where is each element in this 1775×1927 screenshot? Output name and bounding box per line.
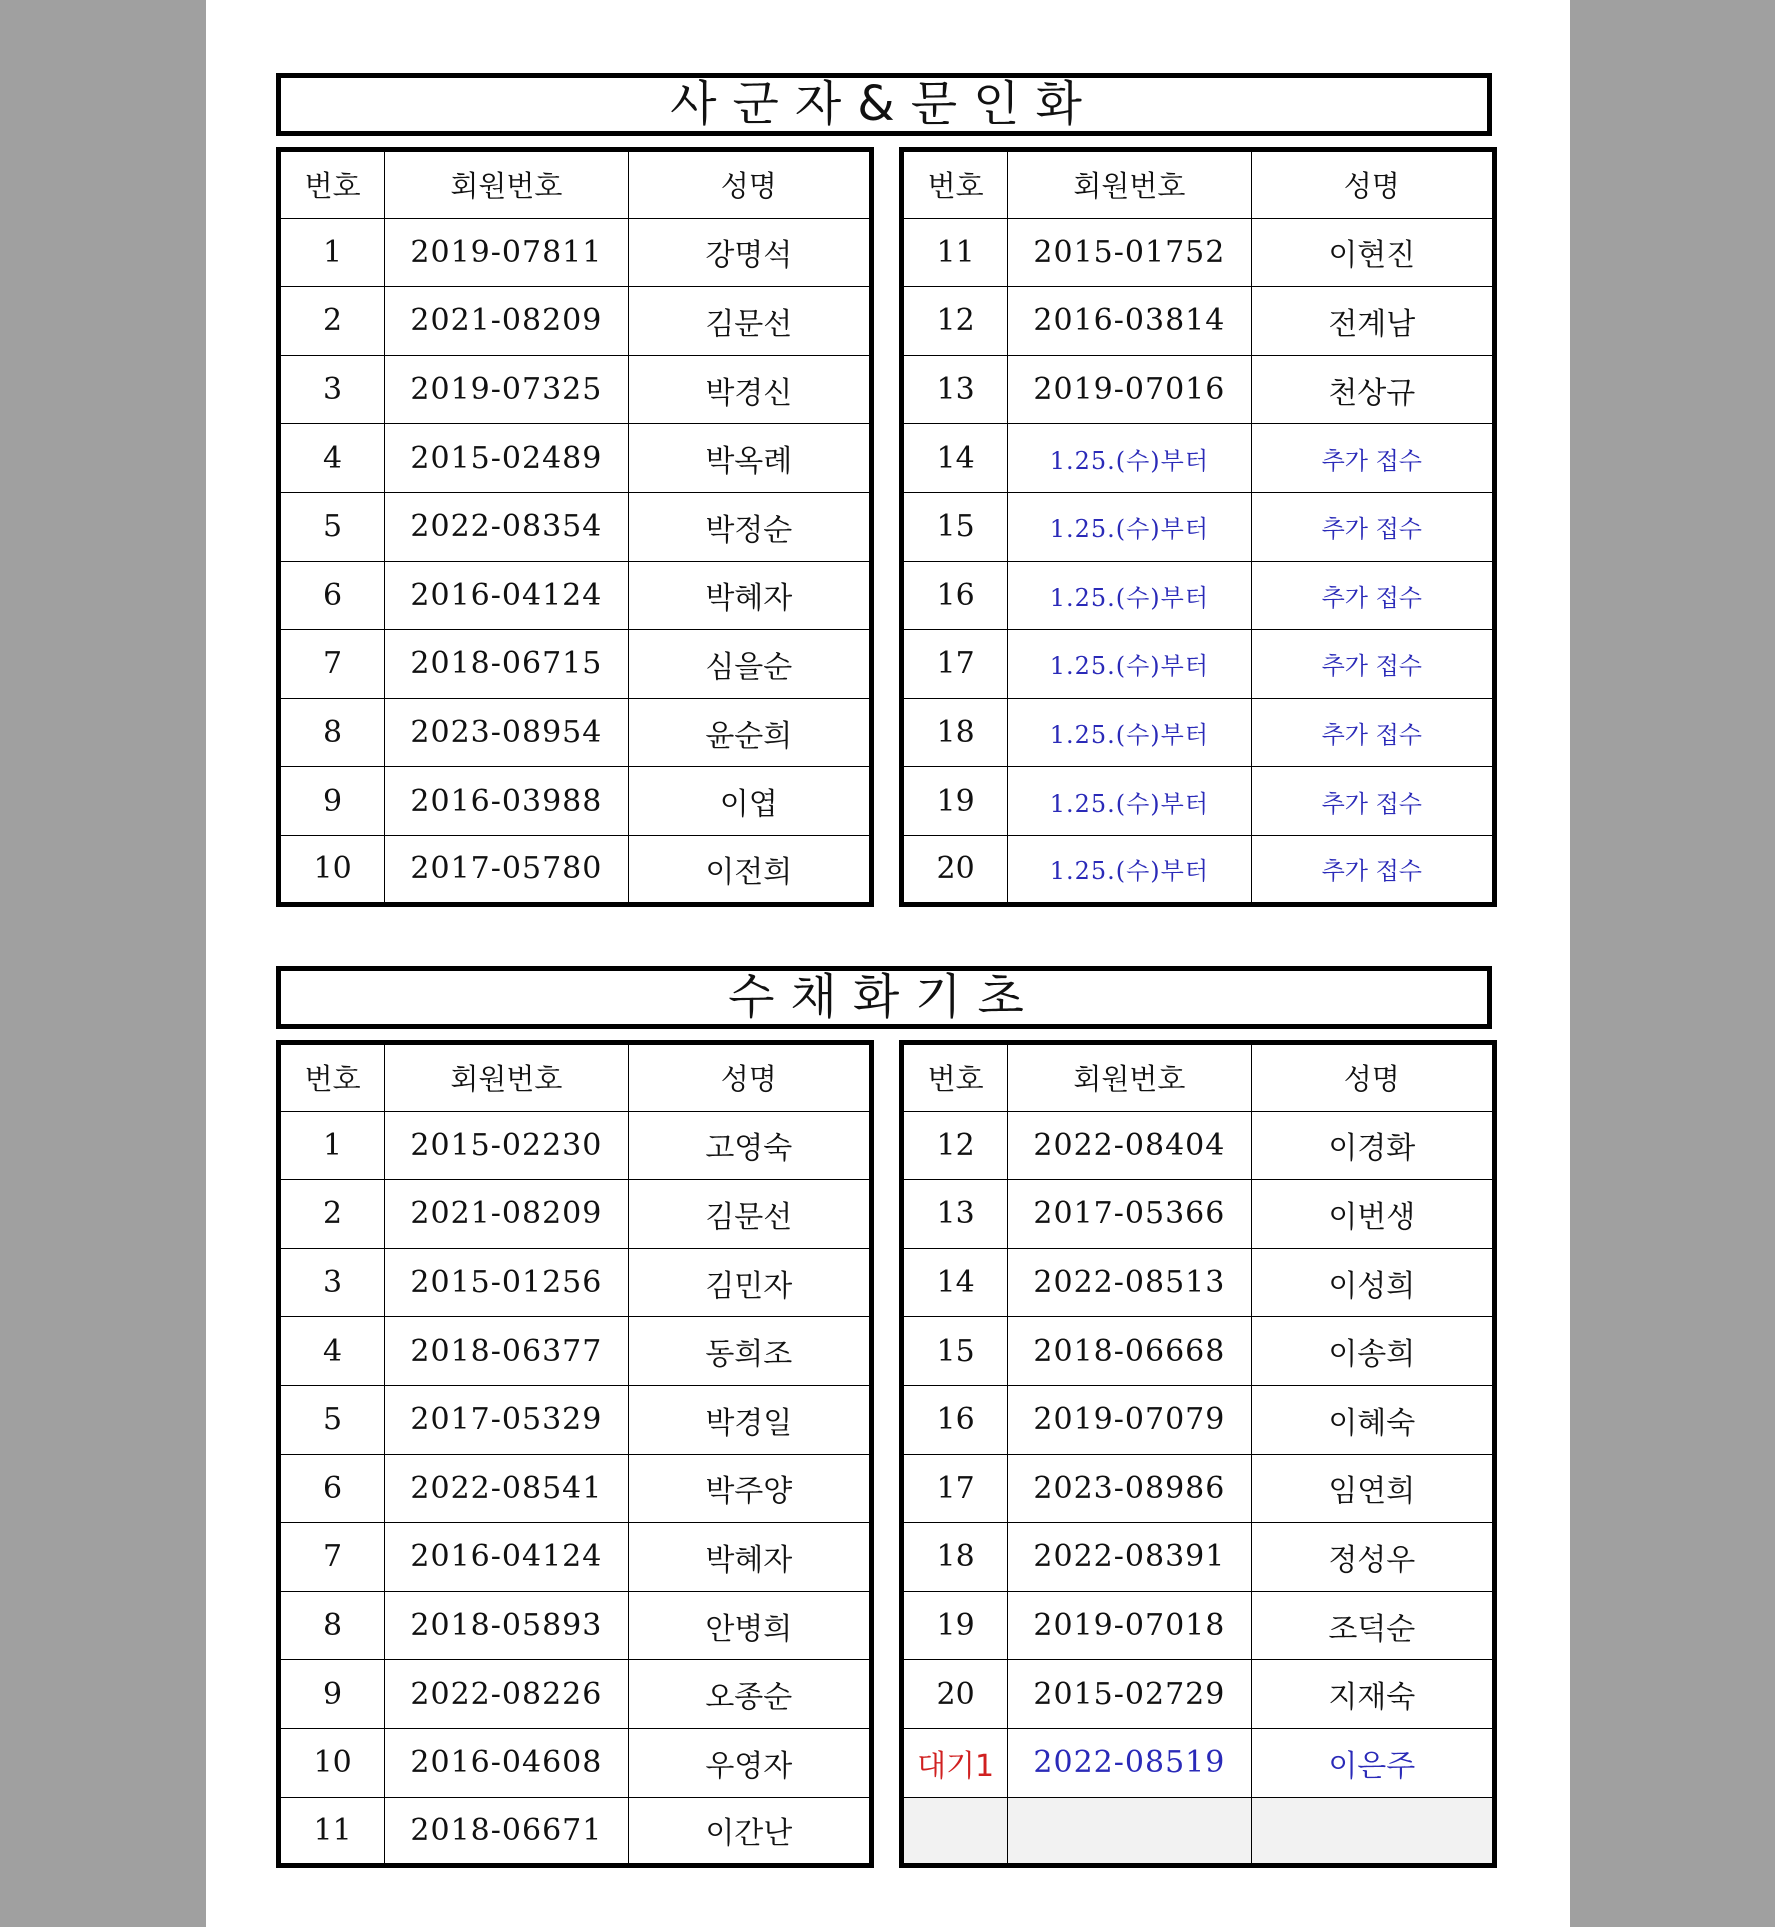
table-row	[902, 1797, 1495, 1866]
cell-member-id: 2023-08954	[385, 698, 628, 767]
cell-member-id: 2022-08541	[385, 1454, 628, 1523]
cell-no: 15	[902, 492, 1008, 561]
section-title-saguneja: 사군자&문인화	[276, 73, 1492, 136]
cell-member-id: 2018-06671	[385, 1797, 628, 1866]
cell-name: 추가 접수	[1251, 767, 1494, 836]
cell-no: 20	[902, 835, 1008, 904]
cell-name: 이엽	[628, 767, 871, 836]
table-row	[902, 1728, 1495, 1797]
cell-no: 4	[279, 1317, 385, 1386]
cell-member-id: 2017-05366	[1008, 1180, 1251, 1249]
cell-no: 6	[279, 1454, 385, 1523]
header-no: 번호	[902, 150, 1008, 219]
cell-member-id: 2017-05780	[385, 835, 628, 904]
cell-name: 이은주	[1251, 1728, 1494, 1797]
table-row	[279, 287, 872, 356]
cell-name: 우영자	[628, 1728, 871, 1797]
cell-name: 추가 접수	[1251, 835, 1494, 904]
table-row	[279, 767, 872, 836]
cell-member-id: 2021-08209	[385, 1180, 628, 1249]
table-row	[902, 561, 1495, 630]
cell-name: 심을순	[628, 630, 871, 699]
cell-no: 13	[902, 1180, 1008, 1249]
cell-name: 고영숙	[628, 1111, 871, 1180]
header-member-id: 회원번호	[1008, 150, 1251, 219]
cell-no: 1	[279, 218, 385, 287]
cell-member-id: 2016-03988	[385, 767, 628, 836]
cell-no: 7	[279, 630, 385, 699]
table-row	[279, 1385, 872, 1454]
table-row	[902, 1454, 1495, 1523]
cell-no: 13	[902, 355, 1008, 424]
cell-no: 20	[902, 1660, 1008, 1729]
cell-member-id: 2022-08391	[1008, 1523, 1251, 1592]
cell-name: 김문선	[628, 287, 871, 356]
cell-no: 6	[279, 561, 385, 630]
table-row	[902, 1660, 1495, 1729]
cell-no: 3	[279, 355, 385, 424]
header-no: 번호	[279, 1043, 385, 1112]
cell-name: 정성우	[1251, 1523, 1494, 1592]
cell-no: 16	[902, 561, 1008, 630]
table-row	[902, 1248, 1495, 1317]
table-row	[279, 1523, 872, 1592]
cell-member-id: 1.25.(수)부터	[1008, 630, 1251, 699]
cell-member-id: 2018-06715	[385, 630, 628, 699]
cell-name: 이경화	[1251, 1111, 1494, 1180]
table-row	[279, 698, 872, 767]
cell-no: 9	[279, 767, 385, 836]
header-row	[902, 1043, 1495, 1112]
cell-no: 17	[902, 1454, 1008, 1523]
header-member-id: 회원번호	[385, 150, 628, 219]
section-title-watercolor: 수채화기초	[276, 966, 1492, 1029]
table-row	[279, 1797, 872, 1866]
cell-name: 전계남	[1251, 287, 1494, 356]
table-row	[902, 1317, 1495, 1386]
cell-member-id: 2017-05329	[385, 1385, 628, 1454]
cell-no: 10	[279, 835, 385, 904]
header-no: 번호	[279, 150, 385, 219]
cell-member-id: 1.25.(수)부터	[1008, 835, 1251, 904]
cell-member-id: 2019-07016	[1008, 355, 1251, 424]
cell-name: 오종순	[628, 1660, 871, 1729]
cell-no: 19	[902, 1591, 1008, 1660]
table-row	[279, 1111, 872, 1180]
cell-name: 김민자	[628, 1248, 871, 1317]
cell-name: 이간난	[628, 1797, 871, 1866]
cell-member-id: 1.25.(수)부터	[1008, 492, 1251, 561]
cell-no: 4	[279, 424, 385, 493]
cell-no: 3	[279, 1248, 385, 1317]
cell-no: 5	[279, 1385, 385, 1454]
table-row	[279, 492, 872, 561]
cell-name: 추가 접수	[1251, 698, 1494, 767]
cell-no: 9	[279, 1660, 385, 1729]
header-member-id: 회원번호	[1008, 1043, 1251, 1112]
cell-no: 12	[902, 287, 1008, 356]
cell-member-id: 2022-08354	[385, 492, 628, 561]
table-row	[279, 218, 872, 287]
cell-name: 동희조	[628, 1317, 871, 1386]
cell-member-id: 2021-08209	[385, 287, 628, 356]
cell-no: 2	[279, 1180, 385, 1249]
header-name: 성명	[628, 1043, 871, 1112]
table-row	[902, 767, 1495, 836]
cell-no: 14	[902, 1248, 1008, 1317]
cell-name: 김문선	[628, 1180, 871, 1249]
roster-table-saguneja-right	[899, 147, 1497, 907]
cell-name: 이송희	[1251, 1317, 1494, 1386]
table-row	[279, 1454, 872, 1523]
header-row	[279, 1043, 872, 1112]
cell-member-id: 2019-07811	[385, 218, 628, 287]
cell-no: 7	[279, 1523, 385, 1592]
table-row	[279, 355, 872, 424]
cell-no: 18	[902, 1523, 1008, 1592]
cell-member-id: 2016-03814	[1008, 287, 1251, 356]
cell-member-id: 2015-01752	[1008, 218, 1251, 287]
cell-member-id: 2015-02729	[1008, 1660, 1251, 1729]
cell-member-id: 2022-08519	[1008, 1728, 1251, 1797]
cell-member-id: 2022-08404	[1008, 1111, 1251, 1180]
cell-no: 17	[902, 630, 1008, 699]
cell-name: 추가 접수	[1251, 561, 1494, 630]
cell-member-id: 1.25.(수)부터	[1008, 561, 1251, 630]
cell-name: 이혜숙	[1251, 1385, 1494, 1454]
cell-name: 임연희	[1251, 1454, 1494, 1523]
cell-no: 12	[902, 1111, 1008, 1180]
table-row	[902, 1523, 1495, 1592]
cell-name: 박정순	[628, 492, 871, 561]
cell-name: 이현진	[1251, 218, 1494, 287]
cell-member-id: 2016-04124	[385, 1523, 628, 1592]
cell-member-id: 2019-07325	[385, 355, 628, 424]
cell-name: 박혜자	[628, 561, 871, 630]
cell-member-id: 2015-02230	[385, 1111, 628, 1180]
cell-name	[1251, 1797, 1494, 1866]
table-row	[902, 218, 1495, 287]
cell-name: 이번생	[1251, 1180, 1494, 1249]
cell-no: 8	[279, 1591, 385, 1660]
cell-no: 16	[902, 1385, 1008, 1454]
cell-name: 윤순희	[628, 698, 871, 767]
cell-name: 추가 접수	[1251, 424, 1494, 493]
cell-name: 추가 접수	[1251, 630, 1494, 699]
cell-no: 11	[279, 1797, 385, 1866]
cell-name: 이성희	[1251, 1248, 1494, 1317]
table-row	[902, 424, 1495, 493]
header-name: 성명	[628, 150, 871, 219]
cell-name: 지재숙	[1251, 1660, 1494, 1729]
table-row	[279, 561, 872, 630]
cell-no: 19	[902, 767, 1008, 836]
header-name: 성명	[1251, 1043, 1494, 1112]
cell-member-id: 2023-08986	[1008, 1454, 1251, 1523]
cell-member-id: 2016-04608	[385, 1728, 628, 1797]
table-row	[279, 1728, 872, 1797]
cell-member-id: 2018-06377	[385, 1317, 628, 1386]
cell-name: 박경신	[628, 355, 871, 424]
table-row	[902, 1385, 1495, 1454]
cell-member-id: 2022-08513	[1008, 1248, 1251, 1317]
table-row	[279, 835, 872, 904]
roster-table-watercolor-right	[899, 1040, 1497, 1868]
cell-name: 박주양	[628, 1454, 871, 1523]
table-row	[279, 630, 872, 699]
cell-name: 추가 접수	[1251, 492, 1494, 561]
cell-no: 14	[902, 424, 1008, 493]
table-row	[902, 1180, 1495, 1249]
cell-no: 1	[279, 1111, 385, 1180]
roster-table-saguneja-left	[276, 147, 874, 907]
cell-name: 안병희	[628, 1591, 871, 1660]
table-row	[279, 1591, 872, 1660]
header-row	[279, 150, 872, 219]
cell-name: 조덕순	[1251, 1591, 1494, 1660]
cell-member-id	[1008, 1797, 1251, 1866]
document-page	[206, 0, 1570, 1927]
cell-name: 강명석	[628, 218, 871, 287]
cell-member-id: 2015-02489	[385, 424, 628, 493]
cell-no: 15	[902, 1317, 1008, 1386]
cell-no: 8	[279, 698, 385, 767]
table-row	[902, 1591, 1495, 1660]
cell-name: 이전희	[628, 835, 871, 904]
cell-no: 대기1	[902, 1728, 1008, 1797]
cell-member-id: 2015-01256	[385, 1248, 628, 1317]
cell-member-id: 2022-08226	[385, 1660, 628, 1729]
table-row	[279, 1180, 872, 1249]
cell-member-id: 2019-07079	[1008, 1385, 1251, 1454]
header-member-id: 회원번호	[385, 1043, 628, 1112]
table-row	[902, 355, 1495, 424]
cell-member-id: 1.25.(수)부터	[1008, 767, 1251, 836]
header-row	[902, 150, 1495, 219]
cell-no: 18	[902, 698, 1008, 767]
cell-member-id: 2018-05893	[385, 1591, 628, 1660]
cell-name: 박옥례	[628, 424, 871, 493]
cell-name: 박혜자	[628, 1523, 871, 1592]
cell-no	[902, 1797, 1008, 1866]
table-row	[902, 698, 1495, 767]
cell-no: 2	[279, 287, 385, 356]
cell-no: 10	[279, 1728, 385, 1797]
cell-no: 5	[279, 492, 385, 561]
cell-member-id: 2019-07018	[1008, 1591, 1251, 1660]
table-row	[279, 424, 872, 493]
header-no: 번호	[902, 1043, 1008, 1112]
cell-member-id: 2018-06668	[1008, 1317, 1251, 1386]
cell-no: 11	[902, 218, 1008, 287]
cell-member-id: 1.25.(수)부터	[1008, 424, 1251, 493]
roster-table-watercolor-left	[276, 1040, 874, 1868]
cell-name: 박경일	[628, 1385, 871, 1454]
cell-name: 천상규	[1251, 355, 1494, 424]
cell-member-id: 2016-04124	[385, 561, 628, 630]
cell-member-id: 1.25.(수)부터	[1008, 698, 1251, 767]
table-row	[279, 1317, 872, 1386]
table-row	[902, 287, 1495, 356]
header-name: 성명	[1251, 150, 1494, 219]
table-row	[902, 492, 1495, 561]
table-row	[902, 630, 1495, 699]
table-row	[902, 835, 1495, 904]
table-row	[902, 1111, 1495, 1180]
table-row	[279, 1660, 872, 1729]
table-row	[279, 1248, 872, 1317]
